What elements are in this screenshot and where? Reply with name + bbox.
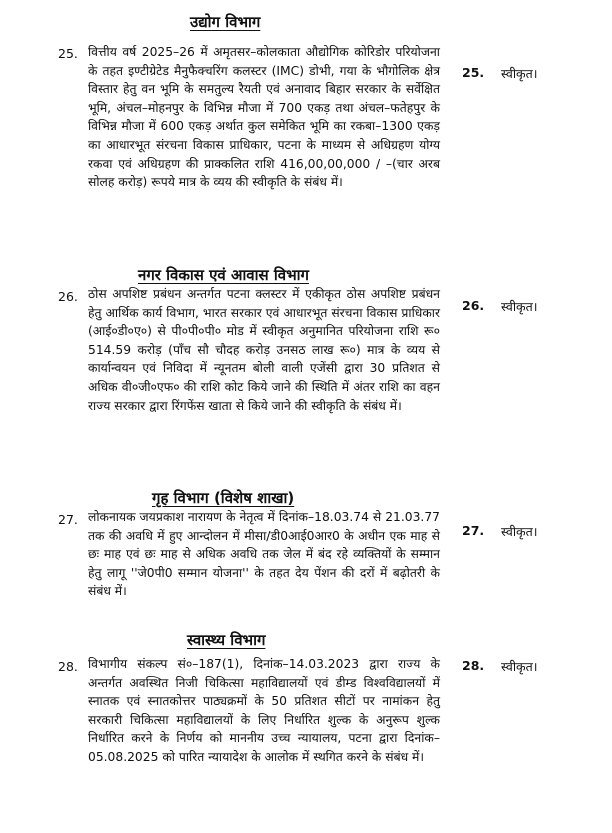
section-heading: स्वास्थ्य विभाग — [187, 631, 266, 649]
section-heading: नगर विकास एवं आवास विभाग — [138, 266, 309, 284]
item-number-right: 28. — [462, 658, 485, 673]
item-number-right: 25. — [462, 65, 485, 80]
item-text: लोकनायक जयप्रकाश नारायण के नेतृत्व में दिनांक–18.03.74 से 21.03.77 तक की अवधि में हुए आन्दोलन में मीसा/डी0आई0आर0 के अधीन एक माह से छः माह एवं छः माह से अधिक अवधि तक जेल में बंद रहे व्यक्तियों के सम्मान हेतु लागू ''जे0पी0 सम्मान योजना'' के तहत देय पेंशन की दरों में बढ़ोतरी के संबंध में। — [88, 510, 440, 599]
item-number-right: 27. — [462, 523, 485, 538]
status-label: स्वीकृत। — [501, 299, 538, 314]
item-number: 26. — [58, 289, 78, 304]
item-text: ठोस अपशिष्ट प्रबंधन अन्तर्गत पटना क्लस्टर में एकीकृत ठोस अपशिष्ट प्रबंधन हेतु आर्थिक कार्य विभाग, भारत सरकार एवं आधारभूत संरचना विकास प्राधिकार (आई०डी०ए०) से पी०पी०पी० मोड में स्वीकृत अनुमानित परियोजना राशि रू० 514.59 करोड़ (पाँच सौ चौदह करोड़ उनसठ लाख रू०) मात्र के व्यय से कार्यान्वयन एवं निविदा में न्यूनतम बोली वाली एजेंसी द्वारा 30 प्रतिशत से अधिक वी०जी०एफ० की राशि कोट किये जाने की स्थिति में अंतर राशि का वहन राज्य सरकार द्वारा रिंगफेंस खाता से किये जाने की स्वीकृति के संबंध में। — [88, 287, 440, 413]
item-number: 28. — [58, 659, 78, 674]
status-label: स्वीकृत। — [501, 659, 538, 674]
section-heading: गृह विभाग (विशेष शाखा) — [152, 489, 295, 507]
item-text: विभागीय संकल्प सं०–187(1), दिनांक–14.03.2023 द्वारा राज्य के अन्तर्गत अवस्थित निजी चिकित्सा महाविद्यालयों एवं डीम्ड विश्वविद्यालयों में स्नातक एवं स्नातकोत्तर पाठ्यक्रमों के 50 प्रतिशत सीटों पर नामांकन हेतु सरकारी चिकित्सा महाविद्यालयों के लिए निर्धारित शुल्क के अनुरूप शुल्क निर्धारित करने के निर्णय को माननीय उच्च न्यायालय, पटना द्वारा दिनांक–05.08.2025 को पारित न्यायादेश के आलोक में स्थगित करने के संबंध में। — [88, 657, 440, 764]
status-label: स्वीकृत। — [501, 66, 538, 81]
item-number-right: 26. — [462, 298, 485, 313]
item-number: 25. — [58, 46, 78, 61]
item-number: 27. — [58, 512, 78, 527]
section-heading: उद्योग विभाग — [190, 13, 261, 31]
item-text: वित्तीय वर्ष 2025–26 में अमृतसर–कोलकाता औद्योगिक कोरिडोर परियोजना के तहत इण्टीग्रेटेड मैनुफैक्चरिंग कलस्टर (IMC) डोभी, गया के भौगोलिक क्षेत्र विस्तार हेतु वन भूमि के समतुल्य रैयती एवं अनावाद बिहार सरकार के सर्वेक्षित भूमि, अंचल–मोहनपुर के विभिन्न मौजा में 700 एकड़ तथा अंचल–फतेहपुर के विभिन्न मौजा में 600 एकड़ अर्थात कुल समेकित भूमि का रकबा–1300 एकड़ का आधारभूत संरचना विकास प्राधिकार, पटना के माध्यम से अधिग्रहण योग्य रकवा एवं अधिग्रहण की प्राक्कलित राशि 416,00,00,000 / –(चार अरब सोलह करोड़) रूपये मात्र के व्यय की स्वीकृति के संबंध में। — [88, 45, 440, 190]
status-label: स्वीकृत। — [501, 524, 538, 539]
